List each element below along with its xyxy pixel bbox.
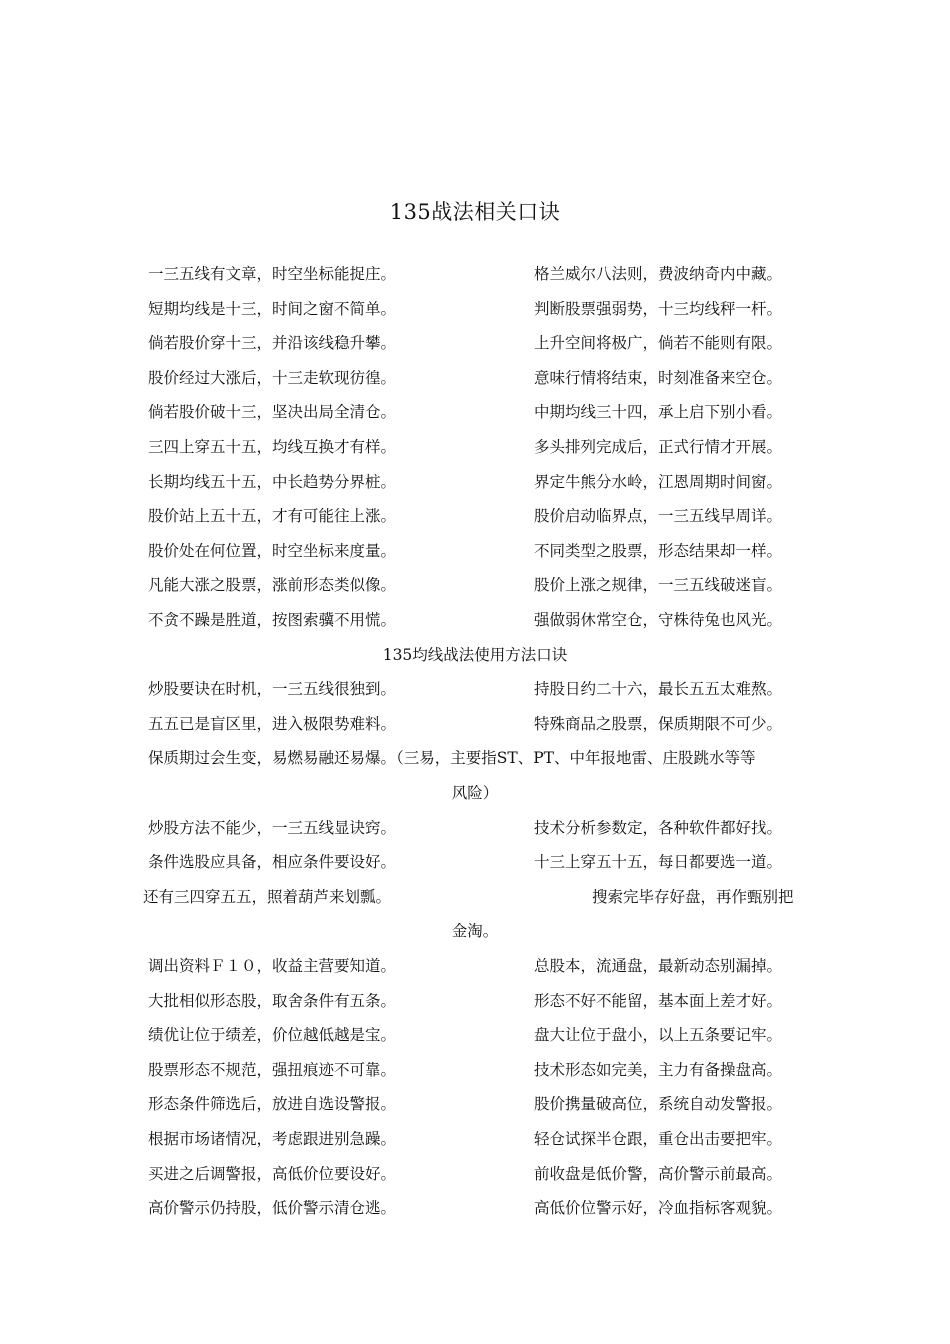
verse-right: 形态不好不能留，基本面上差才好。 [534, 991, 783, 1010]
section-subtitle: 135均线战法使用方法口诀 [382, 645, 568, 664]
verse-right: 轻仓试探半仓跟，重仓出击要把牢。 [534, 1130, 783, 1148]
verse-left: 还有三四穿五五，照着葫芦来划瓢。 [143, 887, 392, 906]
verse-left: 长期均线五十五，中长趋势分界桩。 [148, 472, 397, 491]
verse-left: 绩优让位于绩差，价位越低越是宝。 [148, 1026, 397, 1045]
verse-right: 盘大让位于盘小，以上五条要记牢。 [534, 1026, 783, 1045]
verse-right: 界定牛熊分水岭，江恩周期时间窗。 [534, 472, 783, 491]
verse-right: 判断股票强弱势，十三均线秤一杆。 [534, 299, 783, 318]
verse-left: 股价处在何位置，时空坐标来度量。 [148, 541, 397, 560]
verse-left: 不贪不躁是胜道，按图索骥不用慌。 [148, 611, 397, 629]
verse-right: 十三上穿五十五，每日都要选一道。 [534, 853, 783, 872]
verse-left: 大批相似形态股，取舍条件有五条。 [148, 991, 397, 1010]
verse-left: 一三五线有文章，时空坐标能捉庄。 [148, 265, 397, 283]
verse-left: 买进之后调警报，高低价位要设好。 [148, 1164, 397, 1183]
verse-right: 股价启动临界点，一三五线早周详。 [534, 507, 783, 526]
verse-continuation: 金淘。 [451, 922, 499, 941]
verse-right: 多头排列完成后，正式行情才开展。 [534, 438, 783, 456]
verse-right: 不同类型之股票，形态结果却一样。 [534, 541, 783, 560]
verse-left: 炒股方法不能少，一三五线显诀窍。 [148, 818, 397, 837]
verse-right: 技术分析参数定，各种软件都好找。 [534, 818, 783, 837]
verse-left: 条件选股应具备，相应条件要设好。 [148, 853, 397, 872]
verse-left: 三四上穿五十五，均线互换才有样。 [148, 438, 397, 456]
verse-left: 炒股要诀在时机，一三五线很独到。 [148, 680, 397, 699]
verse-right: 股价携量破高位，系统自动发警报。 [534, 1095, 783, 1114]
verse-right: 股价上涨之规律，一三五线破迷盲。 [534, 576, 783, 595]
verse-long: 保质期过会生变，易燃易融还易爆。（三易，主要指ST、PT、中年报地雷、庄股跳水等等 [148, 749, 756, 768]
verse-left: 倘若股价破十三，坚决出局全清仓。 [148, 403, 397, 422]
verse-right: 技术形态如完美，主力有备操盘高。 [534, 1060, 783, 1079]
verse-left: 高价警示仍持股，低价警示清仓逃。 [148, 1199, 397, 1218]
verse-right: 上升空间将极广，倘若不能则有限。 [534, 334, 783, 353]
verse-right: 前收盘是低价警，高价警示前最高。 [534, 1164, 783, 1183]
verse-right: 特殊商品之股票，保质期限不可少。 [534, 714, 783, 733]
verse-left: 根据市场诸情况，考虑跟进别急躁。 [148, 1130, 397, 1148]
verse-right: 搜索完毕存好盘，再作甄别把 [592, 887, 794, 906]
verse-right: 持股日约二十六，最长五五太难熬。 [534, 680, 783, 699]
verse-left: 调出资料Ｆ１０，收益主营要知道。 [148, 957, 397, 975]
verse-right: 总股本，流通盘，最新动态别漏掉。 [534, 957, 783, 975]
verse-left: 五五已是盲区里，进入极限势难料。 [148, 714, 397, 733]
verse-right: 高低价位警示好，冷血指标客观貌。 [534, 1199, 783, 1218]
verse-continuation: 风险） [451, 784, 499, 802]
verse-right: 强做弱休常空仓，守株待兔也风光。 [534, 611, 783, 629]
verse-right: 格兰威尔八法则，费波纳奇内中藏。 [534, 265, 783, 283]
verse-left: 股价经过大涨后，十三走软现彷徨。 [148, 368, 397, 387]
verse-left: 形态条件筛选后，放进自选设警报。 [148, 1095, 397, 1114]
verse-left: 凡能大涨之股票，涨前形态类似像。 [148, 576, 397, 595]
verse-left: 倘若股价穿十三，并沿该线稳升攀。 [148, 334, 397, 353]
verse-right: 意味行情将结束，时刻准备来空仓。 [534, 368, 783, 387]
document-title: 135战法相关口诀 [389, 200, 561, 224]
verse-left: 股价站上五十五，才有可能往上涨。 [148, 507, 397, 526]
verse-left: 短期均线是十三，时间之窗不简单。 [148, 299, 397, 318]
verse-right: 中期均线三十四，承上启下别小看。 [534, 403, 783, 422]
verse-left: 股票形态不规范，强扭痕迹不可靠。 [148, 1060, 397, 1079]
